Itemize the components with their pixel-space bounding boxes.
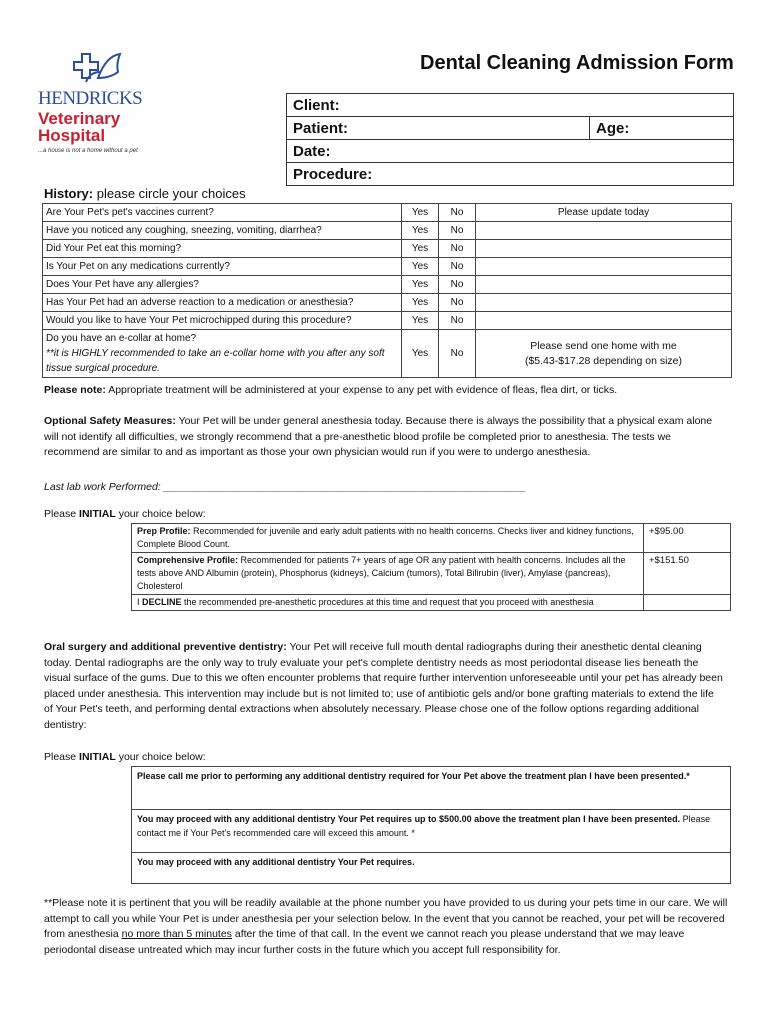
decline-text: the recommended pre-anesthetic procedures at this time and request that you proceed with anesthesia [181,597,594,607]
logo-hospital: Hospital [38,126,106,145]
oral-option-500-row[interactable] [132,810,731,853]
history-no[interactable]: No [439,222,476,240]
logo-veterinary-hospital [38,110,120,144]
history-no[interactable]: No [439,204,476,222]
history-question: Has Your Pet had an adverse reaction to a medication or anesthesia? [43,294,402,312]
oral-option-proceed [132,853,731,884]
final-note-pre: **Please note it is pertinent that you will be readily available at the phone number you have provided to us during your pets time in our care. We will attempt to call you while Your Pet is under anesthesia per your selection below. In the event that you cannot be reached, your pet will be recovered from anesthesia [44,897,728,940]
history-note [476,312,732,330]
ecollar-no[interactable]: No [439,330,476,378]
oral-surgery-text: Your Pet will receive full mouth dental radiographs during their anesthetic dental cleaning today. Dental radiographs are the only way to truly evaluate your pet's complete dentistry needs as most periodontal disease lies beneath the visual surface of the gums. Due to this we often encounter problems that require further intervention unforeseeable until your pet has already been placed under anesthesia. This intervention may include but is not limited to; use of antibiotic gels and/or bone grafting materials to extend the life of Your Pet's teeth, and performing dental extractions when absolutely necessary. Please chose one of the follow options regarding additional dentistry: [44,641,723,731]
history-question: Are Your Pet's pet's vaccines current? [43,204,402,222]
oral-option-500-text: Please contact me if Your Pet's recommended care will exceed this amount. * [137,814,711,838]
history-question: Does Your Pet have any allergies? [43,276,402,294]
prep-profile-price: +$95.00 [644,524,731,553]
comprehensive-profile-text: Recommended for patients 7+ years of age OR any patient with health concerns. Includes all the tests above AND Albumin (protein), Phosphorus (kidneys), Calcium (tumors), Total Bilirubin (liver), Amylase (pancreas), Cholesterol [137,555,626,591]
ecollar-send-note [476,330,732,378]
history-note: Please update today [476,204,732,222]
procedure-field[interactable]: Procedure: [287,163,734,186]
decline-desc [132,595,644,611]
initial-bold-1: INITIAL [79,508,116,520]
oral-option-500-label: You may proceed with any additional dentistry Your Pet requires up to $500.00 above the treatment plan I have been presented. [137,814,681,824]
history-yes[interactable]: Yes [402,240,439,258]
oral-option-call [132,767,731,810]
please-note [44,384,617,396]
history-note [476,294,732,312]
optional-safety-label: Optional Safety Measures: [44,415,176,427]
history-row [43,204,732,222]
initial-pre-2: Please [44,751,80,763]
history-question: Have you noticed any coughing, sneezing, vomiting, diarrhea? [43,222,402,240]
history-row [43,276,732,294]
history-yes[interactable]: Yes [402,294,439,312]
initial-prompt-1 [44,508,206,520]
dentistry-options-table [131,766,731,884]
history-no[interactable]: No [439,258,476,276]
history-note [476,222,732,240]
initial-prompt-2 [44,751,206,763]
initial-post-1: your choice below: [115,508,206,520]
pet-cross-icon [64,48,124,90]
ecollar-note: **it is HIGHLY recommended to take an e-collar home with you after any soft tissue surgical procedure. [46,348,385,374]
form-title: Dental Cleaning Admission Form [420,52,734,74]
history-table [42,203,732,378]
oral-surgery-paragraph [44,640,724,733]
prep-profile-text: Recommended for juvenile and early adult patients with no health concerns. Checks liver and kidney functions, Complete Blood Count. [137,526,634,549]
history-yes[interactable]: Yes [402,276,439,294]
comprehensive-profile-label: Comprehensive Profile: [137,555,239,565]
oral-option-call-row[interactable] [132,767,731,810]
history-no[interactable]: No [439,294,476,312]
initial-pre-1: Please [44,508,80,520]
oral-option-proceed-row[interactable] [132,853,731,884]
comprehensive-profile-price: +$151.50 [644,553,731,595]
logo-hendricks: HENDRICKS [38,88,143,109]
comprehensive-profile-row[interactable] [132,553,731,595]
logo-veterinary: Veterinary [38,109,121,128]
history-yes[interactable]: Yes [402,312,439,330]
initial-bold-2: INITIAL [79,751,116,763]
ecollar-yes[interactable]: Yes [402,330,439,378]
final-note [44,896,730,958]
client-field[interactable]: Client: [287,94,734,117]
decline-row[interactable] [132,595,731,611]
history-row [43,294,732,312]
history-row [43,258,732,276]
history-row [43,222,732,240]
prep-profile-row[interactable] [132,524,731,553]
ecollar-question [43,330,402,378]
patient-info-table [286,93,734,186]
ecollar-row [43,330,732,378]
oral-option-proceed-label: You may proceed with any additional dentistry Your Pet requires. [137,857,415,867]
optional-safety-paragraph [44,414,724,461]
history-no[interactable]: No [439,312,476,330]
patient-field[interactable]: Patient: [287,117,590,140]
history-no[interactable]: No [439,276,476,294]
final-note-post: after the time of that call. In the event we cannot reach you please understand that we may leave periodontal disease untreated which may incur further costs in the future which you accept full responsibility for. [44,928,685,956]
history-note [476,276,732,294]
ecollar-send-1: Please send one home with me [530,339,677,352]
oral-option-500 [132,810,731,853]
decline-pre: I [137,597,143,607]
please-note-text: Appropriate treatment will be administered at your expense to any pet with evidence of fleas, flea dirt, or ticks. [105,384,618,396]
hospital-logo [34,48,154,168]
initial-post-2: your choice below: [115,751,206,763]
history-row [43,312,732,330]
history-note [476,258,732,276]
optional-safety-text: Your Pet will be under general anesthesia today. Because there is always the possibility that a physical exam alone will not identify all difficulties, we strongly recommend that a pre-anesthetic blood profile be completed prior to anesthesia. The tests we recommend are similar to and as important as those your own physician would run if you were to undergo anesthesia. [44,415,713,458]
history-row [43,240,732,258]
bloodwork-options-table [131,523,731,611]
history-label: History: [44,186,94,201]
history-question: Is Your Pet on any medications currently? [43,258,402,276]
history-yes[interactable]: Yes [402,222,439,240]
decline-label: DECLINE [142,597,182,607]
final-note-underline: no more than 5 minutes [121,928,232,940]
history-note [476,240,732,258]
age-field[interactable]: Age: [590,117,734,140]
ecollar-q: Do you have an e-collar at home? [46,333,197,344]
history-question: Would you like to have Your Pet microchipped during this procedure? [43,312,402,330]
history-no[interactable]: No [439,240,476,258]
comprehensive-profile-desc [132,553,644,595]
decline-price [644,595,731,611]
history-instruction: please circle your choices [93,186,246,201]
oral-option-call-label: Please call me prior to performing any additional dentistry required for Your Pet above the treatment plan I have been presented.* [137,771,690,781]
ecollar-send-2: ($5.43-$17.28 depending on size) [524,354,683,367]
last-lab-work-field[interactable]: Last lab work Performed: ______________________________________________________________ [44,481,526,493]
history-question: Did Your Pet eat this morning? [43,240,402,258]
history-yes[interactable]: Yes [402,204,439,222]
logo-tagline: ...a house is not a home without a pet [38,148,138,154]
history-heading [44,186,246,201]
history-yes[interactable]: Yes [402,258,439,276]
date-field[interactable]: Date: [287,140,734,163]
oral-surgery-label: Oral surgery and additional preventive dentistry: [44,641,287,653]
prep-profile-label: Prep Profile: [137,526,191,536]
prep-profile-desc [132,524,644,553]
please-note-label: Please note: [44,384,106,396]
